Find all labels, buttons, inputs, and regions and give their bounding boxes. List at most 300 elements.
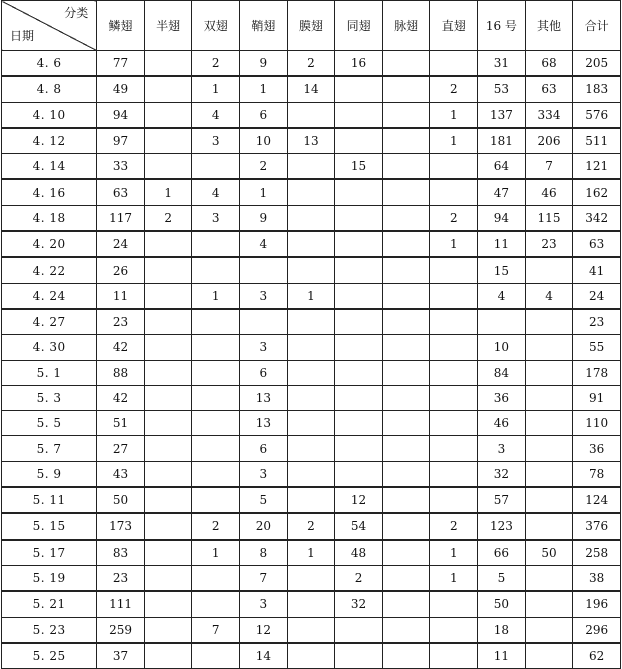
count-cell: 91 <box>573 385 621 410</box>
count-cell <box>525 643 573 669</box>
count-cell <box>287 309 335 335</box>
count-cell <box>335 617 383 643</box>
count-cell: 12 <box>240 617 288 643</box>
count-cell: 2 <box>240 154 288 180</box>
column-header: 双翅 <box>192 1 240 51</box>
count-cell <box>192 591 240 617</box>
count-cell: 37 <box>97 643 145 669</box>
count-cell: 83 <box>97 540 145 566</box>
date-cell: 4. 6 <box>2 51 97 77</box>
count-cell <box>382 205 430 231</box>
table-body <box>2 51 621 669</box>
count-cell <box>144 51 192 77</box>
count-cell: 13 <box>240 411 288 436</box>
count-cell: 10 <box>478 335 526 360</box>
count-cell: 50 <box>97 487 145 513</box>
count-cell <box>430 154 478 180</box>
count-cell: 23 <box>573 309 621 335</box>
count-cell: 13 <box>240 385 288 410</box>
count-cell: 2 <box>430 513 478 539</box>
date-cell: 5. 21 <box>2 591 97 617</box>
count-cell <box>525 335 573 360</box>
count-cell: 46 <box>478 411 526 436</box>
count-cell: 6 <box>240 360 288 385</box>
count-cell: 97 <box>97 128 145 154</box>
count-cell <box>430 51 478 77</box>
count-cell <box>525 487 573 513</box>
count-cell <box>144 591 192 617</box>
count-cell <box>144 154 192 180</box>
count-cell: 94 <box>97 102 145 128</box>
count-cell: 62 <box>573 643 621 669</box>
column-header: 同翅 <box>335 1 383 51</box>
table-header <box>2 1 621 51</box>
count-cell: 11 <box>478 643 526 669</box>
count-cell: 1 <box>192 283 240 309</box>
table-row <box>2 179 621 205</box>
count-cell: 1 <box>144 179 192 205</box>
count-cell: 42 <box>97 335 145 360</box>
count-cell: 94 <box>478 205 526 231</box>
count-cell: 162 <box>573 179 621 205</box>
count-cell: 6 <box>240 102 288 128</box>
count-cell: 1 <box>287 540 335 566</box>
column-header: 脉翅 <box>382 1 430 51</box>
count-cell <box>144 128 192 154</box>
count-cell: 43 <box>97 461 145 487</box>
count-cell <box>287 411 335 436</box>
count-cell <box>144 565 192 591</box>
date-cell: 4. 18 <box>2 205 97 231</box>
count-cell: 57 <box>478 487 526 513</box>
count-cell: 3 <box>240 283 288 309</box>
date-cell: 5. 19 <box>2 565 97 591</box>
count-cell: 2 <box>430 205 478 231</box>
count-cell: 63 <box>525 76 573 102</box>
count-cell: 1 <box>240 179 288 205</box>
date-cell: 4. 14 <box>2 154 97 180</box>
count-cell: 1 <box>430 102 478 128</box>
count-cell <box>335 411 383 436</box>
column-header: 其他 <box>525 1 573 51</box>
count-cell: 342 <box>573 205 621 231</box>
date-cell: 5. 7 <box>2 436 97 461</box>
count-cell <box>430 385 478 410</box>
table-row <box>2 360 621 385</box>
count-cell <box>287 436 335 461</box>
count-cell <box>287 205 335 231</box>
count-cell: 11 <box>97 283 145 309</box>
date-cell: 4. 8 <box>2 76 97 102</box>
date-cell: 5. 11 <box>2 487 97 513</box>
date-cell: 5. 9 <box>2 461 97 487</box>
count-cell: 173 <box>97 513 145 539</box>
count-cell <box>287 385 335 410</box>
count-cell: 36 <box>478 385 526 410</box>
count-cell <box>287 257 335 283</box>
table-row <box>2 309 621 335</box>
count-cell: 296 <box>573 617 621 643</box>
table-row <box>2 617 621 643</box>
count-cell: 26 <box>97 257 145 283</box>
count-cell <box>382 385 430 410</box>
count-cell: 123 <box>478 513 526 539</box>
count-cell: 13 <box>287 128 335 154</box>
count-cell: 181 <box>478 128 526 154</box>
count-cell: 4 <box>525 283 573 309</box>
table-row <box>2 335 621 360</box>
count-cell <box>382 591 430 617</box>
count-cell <box>287 617 335 643</box>
count-cell: 2 <box>287 513 335 539</box>
count-cell <box>382 51 430 77</box>
count-cell <box>382 436 430 461</box>
count-cell: 48 <box>335 540 383 566</box>
table-row <box>2 257 621 283</box>
date-cell: 5. 15 <box>2 513 97 539</box>
count-cell: 31 <box>478 51 526 77</box>
count-cell <box>525 436 573 461</box>
count-cell: 3 <box>478 436 526 461</box>
date-cell: 5. 3 <box>2 385 97 410</box>
date-cell: 4. 20 <box>2 231 97 257</box>
count-cell: 2 <box>192 513 240 539</box>
count-cell: 16 <box>335 51 383 77</box>
count-cell <box>335 205 383 231</box>
count-cell <box>525 565 573 591</box>
insect-count-table <box>1 0 621 669</box>
count-cell: 5 <box>478 565 526 591</box>
count-cell: 23 <box>97 565 145 591</box>
count-cell <box>287 179 335 205</box>
table-row <box>2 540 621 566</box>
count-cell: 115 <box>525 205 573 231</box>
count-cell <box>144 231 192 257</box>
table-row <box>2 487 621 513</box>
count-cell: 5 <box>240 487 288 513</box>
count-cell <box>240 257 288 283</box>
count-cell: 3 <box>240 461 288 487</box>
count-cell <box>478 309 526 335</box>
count-cell: 259 <box>97 617 145 643</box>
count-cell <box>287 102 335 128</box>
count-cell <box>525 360 573 385</box>
count-cell <box>335 257 383 283</box>
count-cell <box>525 461 573 487</box>
count-cell: 10 <box>240 128 288 154</box>
table-row <box>2 76 621 102</box>
count-cell: 576 <box>573 102 621 128</box>
count-cell <box>192 461 240 487</box>
count-cell <box>287 565 335 591</box>
count-cell: 38 <box>573 565 621 591</box>
table-row <box>2 461 621 487</box>
count-cell <box>430 643 478 669</box>
table-row <box>2 128 621 154</box>
count-cell: 23 <box>97 309 145 335</box>
table-row <box>2 385 621 410</box>
count-cell <box>335 335 383 360</box>
count-cell <box>192 565 240 591</box>
count-cell: 49 <box>97 76 145 102</box>
count-cell <box>144 487 192 513</box>
table-row <box>2 102 621 128</box>
count-cell: 46 <box>525 179 573 205</box>
count-cell: 27 <box>97 436 145 461</box>
count-cell <box>382 231 430 257</box>
count-cell: 196 <box>573 591 621 617</box>
count-cell: 53 <box>478 76 526 102</box>
count-cell <box>382 102 430 128</box>
count-cell <box>335 385 383 410</box>
count-cell <box>525 617 573 643</box>
count-cell <box>335 309 383 335</box>
count-cell: 18 <box>478 617 526 643</box>
count-cell: 20 <box>240 513 288 539</box>
count-cell: 3 <box>240 335 288 360</box>
count-cell <box>335 436 383 461</box>
count-cell <box>525 591 573 617</box>
count-cell: 24 <box>97 231 145 257</box>
count-cell <box>382 540 430 566</box>
count-cell: 50 <box>525 540 573 566</box>
count-cell: 183 <box>573 76 621 102</box>
count-cell <box>144 335 192 360</box>
count-cell <box>287 360 335 385</box>
count-cell: 137 <box>478 102 526 128</box>
count-cell: 4 <box>192 102 240 128</box>
count-cell <box>144 385 192 410</box>
insect-count-sheet <box>1 0 621 669</box>
count-cell <box>430 309 478 335</box>
count-cell: 33 <box>97 154 145 180</box>
count-cell <box>382 309 430 335</box>
count-cell: 42 <box>97 385 145 410</box>
count-cell <box>382 257 430 283</box>
count-cell: 2 <box>335 565 383 591</box>
count-cell <box>525 309 573 335</box>
count-cell: 1 <box>287 283 335 309</box>
count-cell: 258 <box>573 540 621 566</box>
count-cell: 205 <box>573 51 621 77</box>
column-header: 直翅 <box>430 1 478 51</box>
count-cell: 6 <box>240 436 288 461</box>
count-cell <box>335 461 383 487</box>
count-cell: 32 <box>478 461 526 487</box>
count-cell <box>430 411 478 436</box>
date-cell: 4. 22 <box>2 257 97 283</box>
count-cell: 178 <box>573 360 621 385</box>
count-cell: 3 <box>192 128 240 154</box>
count-cell <box>144 461 192 487</box>
date-cell: 4. 27 <box>2 309 97 335</box>
count-cell <box>144 436 192 461</box>
count-cell: 4 <box>478 283 526 309</box>
count-cell <box>335 360 383 385</box>
count-cell: 4 <box>192 179 240 205</box>
count-cell: 14 <box>287 76 335 102</box>
count-cell: 77 <box>97 51 145 77</box>
count-cell <box>287 487 335 513</box>
date-cell: 5. 17 <box>2 540 97 566</box>
count-cell: 63 <box>573 231 621 257</box>
count-cell: 2 <box>287 51 335 77</box>
count-cell <box>335 179 383 205</box>
column-header: 鞘翅 <box>240 1 288 51</box>
count-cell: 4 <box>240 231 288 257</box>
count-cell: 15 <box>335 154 383 180</box>
date-cell: 4. 10 <box>2 102 97 128</box>
count-cell <box>192 335 240 360</box>
count-cell <box>287 643 335 669</box>
date-cell: 5. 23 <box>2 617 97 643</box>
date-cell: 5. 1 <box>2 360 97 385</box>
count-cell: 47 <box>478 179 526 205</box>
count-cell: 3 <box>192 205 240 231</box>
count-cell <box>382 487 430 513</box>
count-cell <box>335 128 383 154</box>
count-cell <box>144 411 192 436</box>
count-cell <box>144 309 192 335</box>
count-cell <box>144 617 192 643</box>
count-cell: 334 <box>525 102 573 128</box>
count-cell: 15 <box>478 257 526 283</box>
column-header: 半翅 <box>144 1 192 51</box>
count-cell: 1 <box>430 128 478 154</box>
table-row <box>2 283 621 309</box>
count-cell: 84 <box>478 360 526 385</box>
count-cell: 63 <box>97 179 145 205</box>
table-row <box>2 513 621 539</box>
count-cell <box>144 513 192 539</box>
count-cell <box>144 102 192 128</box>
count-cell <box>287 335 335 360</box>
count-cell <box>192 385 240 410</box>
count-cell <box>430 179 478 205</box>
count-cell <box>430 617 478 643</box>
count-cell: 78 <box>573 461 621 487</box>
corner-category-label: 分类 <box>64 6 89 20</box>
count-cell: 111 <box>97 591 145 617</box>
column-header: 鳞翅 <box>97 1 145 51</box>
count-cell <box>287 231 335 257</box>
count-cell <box>382 565 430 591</box>
count-cell: 12 <box>335 487 383 513</box>
count-cell <box>430 360 478 385</box>
count-cell: 110 <box>573 411 621 436</box>
count-cell: 9 <box>240 205 288 231</box>
count-cell: 117 <box>97 205 145 231</box>
count-cell: 2 <box>430 76 478 102</box>
table-row <box>2 205 621 231</box>
date-cell: 4. 30 <box>2 335 97 360</box>
count-cell <box>192 487 240 513</box>
count-cell <box>382 360 430 385</box>
table-row <box>2 591 621 617</box>
count-cell: 36 <box>573 436 621 461</box>
count-cell <box>192 411 240 436</box>
date-cell: 4. 12 <box>2 128 97 154</box>
count-cell <box>144 257 192 283</box>
column-header: 合计 <box>573 1 621 51</box>
count-cell <box>382 643 430 669</box>
count-cell <box>525 411 573 436</box>
date-cell: 4. 16 <box>2 179 97 205</box>
count-cell <box>382 283 430 309</box>
corner-date-label: 日期 <box>10 29 35 43</box>
table-row <box>2 231 621 257</box>
count-cell: 55 <box>573 335 621 360</box>
count-cell <box>382 335 430 360</box>
count-cell <box>382 411 430 436</box>
count-cell: 1 <box>430 231 478 257</box>
count-cell <box>335 76 383 102</box>
header-row <box>2 1 621 51</box>
count-cell <box>287 154 335 180</box>
count-cell <box>144 643 192 669</box>
count-cell <box>144 540 192 566</box>
count-cell: 32 <box>335 591 383 617</box>
count-cell: 121 <box>573 154 621 180</box>
count-cell: 88 <box>97 360 145 385</box>
count-cell <box>144 360 192 385</box>
count-cell: 41 <box>573 257 621 283</box>
count-cell: 1 <box>192 76 240 102</box>
count-cell: 11 <box>478 231 526 257</box>
date-cell: 4. 24 <box>2 283 97 309</box>
count-cell <box>430 335 478 360</box>
table-row <box>2 51 621 77</box>
count-cell <box>525 513 573 539</box>
corner-header <box>2 1 97 51</box>
count-cell <box>430 461 478 487</box>
count-cell <box>525 257 573 283</box>
count-cell <box>335 231 383 257</box>
count-cell: 511 <box>573 128 621 154</box>
count-cell <box>192 154 240 180</box>
column-header: 膜翅 <box>287 1 335 51</box>
table-row <box>2 643 621 669</box>
count-cell <box>335 283 383 309</box>
count-cell: 1 <box>192 540 240 566</box>
count-cell: 23 <box>525 231 573 257</box>
count-cell <box>192 257 240 283</box>
count-cell <box>382 617 430 643</box>
count-cell <box>430 257 478 283</box>
count-cell <box>144 76 192 102</box>
column-header: 16 号 <box>478 1 526 51</box>
count-cell <box>382 76 430 102</box>
count-cell: 50 <box>478 591 526 617</box>
count-cell <box>382 128 430 154</box>
count-cell <box>335 102 383 128</box>
count-cell: 1 <box>430 565 478 591</box>
count-cell <box>335 643 383 669</box>
count-cell: 376 <box>573 513 621 539</box>
count-cell: 2 <box>192 51 240 77</box>
table-row <box>2 411 621 436</box>
count-cell: 1 <box>240 76 288 102</box>
count-cell <box>192 360 240 385</box>
count-cell: 8 <box>240 540 288 566</box>
count-cell <box>382 154 430 180</box>
count-cell: 51 <box>97 411 145 436</box>
count-cell <box>192 643 240 669</box>
count-cell: 1 <box>430 540 478 566</box>
table-row <box>2 154 621 180</box>
count-cell: 124 <box>573 487 621 513</box>
count-cell <box>430 436 478 461</box>
